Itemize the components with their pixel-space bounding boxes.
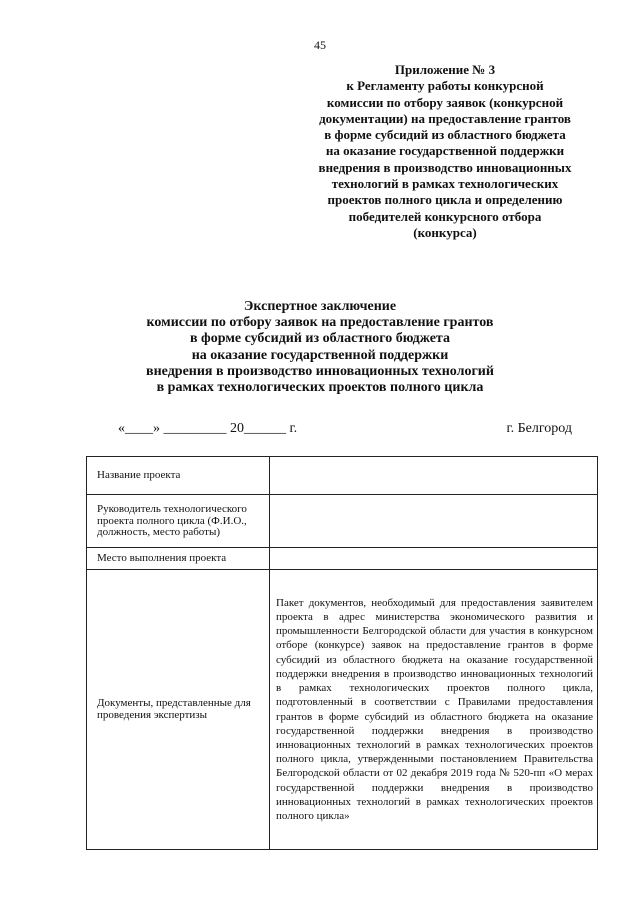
row-value xyxy=(270,495,598,548)
appendix-line: проектов полного цикла и определению xyxy=(327,192,563,208)
row-label: Название проекта xyxy=(87,457,270,495)
page-number: 45 xyxy=(314,38,326,52)
appendix-line: победителей конкурсного отбора xyxy=(348,208,542,224)
appendix-line: технологий в рамках технологических xyxy=(331,176,559,192)
row-label: Документы, представленные для проведения экспертизы xyxy=(87,570,270,850)
row-value xyxy=(270,457,598,495)
table-row xyxy=(87,570,598,850)
table-row xyxy=(87,495,598,548)
title-line: в форме субсидий из областного бюджета xyxy=(190,331,450,347)
row-value xyxy=(270,548,598,570)
appendix-line: на оказание государственной поддержки xyxy=(325,143,565,159)
title-line: Экспертное заключение xyxy=(243,299,397,314)
table-row xyxy=(87,457,598,495)
appendix-line: Приложение № 3 xyxy=(394,62,496,77)
appendix-header xyxy=(300,62,590,241)
expert-table xyxy=(86,456,598,850)
title-line: в рамках технологических проектов полного цикла xyxy=(156,380,484,396)
document-title xyxy=(100,299,540,396)
appendix-line: в форме субсидий из областного бюджета xyxy=(324,127,566,143)
row-label: Место выполнения проекта xyxy=(87,548,270,570)
city-name: г. Белгород xyxy=(506,421,572,436)
row-value xyxy=(270,570,598,850)
appendix-line: внедрения в производство инновационных xyxy=(318,159,572,175)
documents-text: Пакет документов, необходимый для предоставления заявителем проекта в адрес министерства экономического развития и промышленности Белгородской области для участия в конкурсном отборе (конкурсе) заявок на предоставление грантов в форме субсидий из областного бюджета на оказание государственной поддержки внедрения в производство инновационных технологий в рамках технологических проектов полного цикла, подготовленный в соответствии с Правилами предоставления грантов в форме субсидий из областного бюджета на оказание государственной поддержки внедрения в производство инновационных технологий в рамках технологических проектов полного цикла, утвержденными постановлением Правительства Белгородской области от 02 декабря 2019 года № 520-пп «О мерах государственной поддержки внедрения в производство инновационных технологий в рамках технологических проектов полного цикла» xyxy=(276,596,593,822)
title-line: комиссии по отбору заявок на предоставление грантов xyxy=(146,315,494,331)
title-line: внедрения в производство инновационных технологий xyxy=(146,363,494,379)
appendix-line: комиссии по отбору заявок (конкурсной xyxy=(326,94,564,110)
row-label: Руководитель технологического проекта полного цикла (Ф.И.О., должность, место работы) xyxy=(87,495,270,548)
appendix-line: к Регламенту работы конкурсной xyxy=(346,78,544,94)
appendix-line: документации) на предоставление грантов xyxy=(319,110,571,126)
table-row xyxy=(87,548,598,570)
date-line: «____» _________ 20______ г. xyxy=(118,421,298,436)
title-line: на оказание государственной поддержки xyxy=(191,347,449,363)
appendix-line: (конкурса) xyxy=(413,224,477,240)
